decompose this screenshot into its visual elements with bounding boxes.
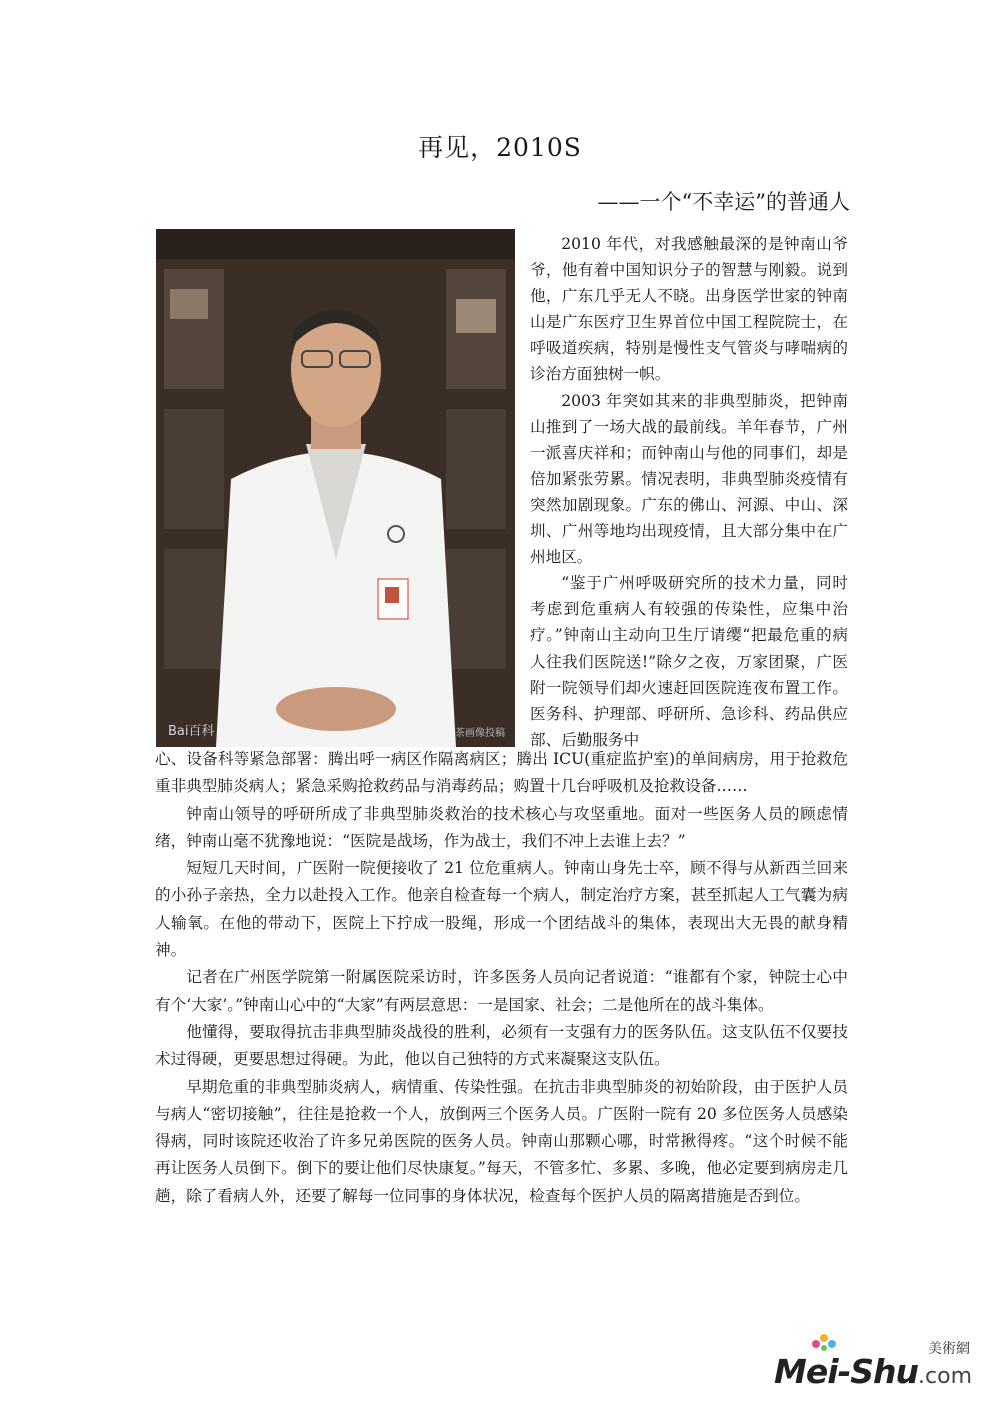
page-subtitle: ——一个“不幸运”的普通人 xyxy=(597,190,850,214)
site-logo xyxy=(774,1341,972,1391)
full-width-text xyxy=(155,746,848,1210)
photo-watermark-left: Bai百科 xyxy=(168,724,215,739)
side-column-text xyxy=(530,231,848,753)
portrait-illustration xyxy=(156,229,515,747)
paragraph: 短短几天时间，广医附一院便接收了 21 位危重病人。钟南山身先士卒，顾不得与从新西兰回来的小孙子亲热，全力以赴投入工作。他亲自检查每一个病人，制定治疗方案，甚至抓起人工气囊为病人输氧。在他的带动下，医院上下拧成一股绳，形成一个团结战斗的集体，表现出大无畏的献身精神。 xyxy=(155,859,848,960)
flower-logo-icon xyxy=(808,1332,848,1356)
photo-watermark-right: @老茶画像投稿 xyxy=(435,728,505,739)
logo-suffix: .com xyxy=(918,1364,972,1389)
paragraph: 早期危重的非典型肺炎病人，病情重、传染性强。在抗击非典型肺炎的初始阶段，由于医护人员与病人“密切接触”，往往是抢救一个人，放倒两三个医务人员。广医附一院有 20 多位医务人员感染得病，同时该院还收治了许多兄弟医院的医务人员。钟南山那颗心哪，时常揪得疼。“这个时候不能再让医务人员倒下。倒下的要让他们尽快康复。”每天，不管多忙、多累、多晚，他必定要到病房走几趟，除了看病人外，还要了解每一位同事的身体状况，检查每个医护人员的隔离措施是否到位。 xyxy=(155,1077,848,1205)
paragraph: “鉴于广州呼吸研究所的技术力量，同时考虑到危重病人有较强的传染性，应集中治疗。”钟南山主动向卫生厅请缨“把最危重的病人往我们医院送!”除夕之夜，万家团聚，广医附一院领导们却火速赶回医院连夜布置工作。医务科、护理部、呼研所、急诊科、药品供应部、后勤服务中 xyxy=(530,574,848,749)
logo-text: Mei-Shu xyxy=(774,1352,919,1391)
paragraph: 2010 年代，对我感触最深的是钟南山爷爷，他有着中国知识分子的智慧与刚毅。说到他，广东几乎无人不晓。出身医学世家的钟南山是广东医疗卫生界首位中国工程院院士，在呼吸道疾病，特别是慢性支气管炎与哮喘病的诊治方面独树一帜。 xyxy=(530,235,848,384)
paragraph: 钟南山领导的呼研所成了非典型肺炎救治的技术核心与攻坚重地。面对一些医务人员的顾虑情绪，钟南山毫不犹豫地说：“医院是战场，作为战士，我们不冲上去谁上去？” xyxy=(155,804,848,850)
paragraph-continuation: 心、设备科等紧急部署：腾出呼一病区作隔离病区；腾出 ICU(重症监护室)的单间病房，用于抢救危重非典型肺炎病人；紧急采购抢救药品与消毒药品；购置十几台呼吸机及抢救设备…… xyxy=(155,750,848,796)
paragraph: 他懂得，要取得抗击非典型肺炎战役的胜利，必须有一支强有力的医务队伍。这支队伍不仅要技术过得硬，更要思想过得硬。为此，他以自己独特的方式来凝聚这支队伍。 xyxy=(155,1022,848,1069)
paragraph: 2003 年突如其来的非典型肺炎，把钟南山推到了一场大战的最前线。羊年春节，广州一派喜庆祥和；而钟南山与他的同事们，却是倍加紧张劳累。情况表明，非典型肺炎疫情有突然加剧现象。广东的佛山、河源、中山、深圳、广州等地均出现疫情，且大部分集中在广州地区。 xyxy=(530,391,848,567)
paragraph: 记者在广州医学院第一附属医院采访时，许多医务人员向记者说道：“谁都有个家，钟院士心中有个‘大家’。”钟南山心中的“大家”有两层意思：一是国家、社会；二是他所在的战斗集体。 xyxy=(155,968,848,1014)
logo-chinese: 美術網 xyxy=(928,1341,970,1357)
portrait-photo xyxy=(156,229,515,747)
page-title: 再见，2010S xyxy=(418,133,582,162)
